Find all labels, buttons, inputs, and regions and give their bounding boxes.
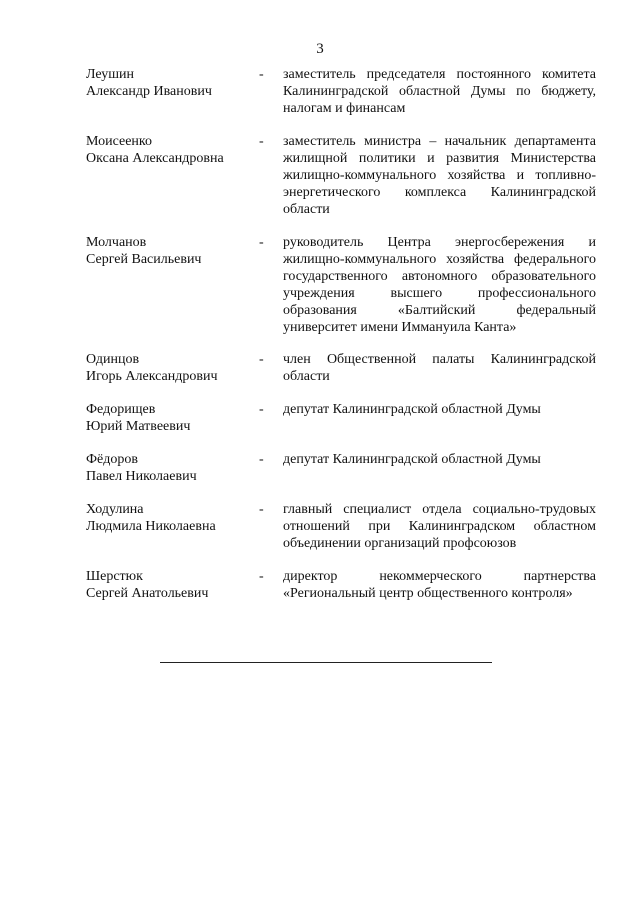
member-surname: Федорищев: [86, 402, 156, 417]
member-surname: Одинцов: [86, 352, 140, 367]
member-name: [86, 451, 256, 485]
member-surname: Молчанов: [86, 235, 147, 250]
member-name: [86, 501, 256, 535]
member-position: [283, 501, 596, 552]
position-line: учреждения высшего профессионального: [283, 286, 596, 301]
position-line: жилищно-коммунального хозяйства и топливно-: [283, 168, 596, 183]
separator-dash: -: [259, 402, 264, 417]
member-given-names: Людмила Николаевна: [86, 519, 216, 534]
member-surname: Моисеенко: [86, 134, 152, 149]
separator-dash: -: [259, 502, 264, 517]
position-line: Калининградской областной Думы по бюджету,: [283, 84, 596, 99]
member-position: [283, 568, 596, 602]
member-name: [86, 66, 256, 100]
member-surname: Ходулина: [86, 502, 144, 517]
separator-dash: -: [259, 134, 264, 149]
position-line: области: [283, 369, 330, 384]
member-position: [283, 351, 596, 385]
separator-dash: -: [259, 569, 264, 584]
position-line: главный специалист отдела социально-трудовых: [283, 502, 596, 517]
member-name: [86, 568, 256, 602]
position-line: образования «Балтийский федеральный: [283, 303, 596, 318]
member-name: [86, 401, 256, 435]
member-surname: Шерстюк: [86, 569, 143, 584]
position-line: жилищно-коммунального хозяйства федерального: [283, 252, 596, 267]
position-line: отношений при Калининградском областном: [283, 519, 596, 534]
member-position: [283, 234, 596, 336]
member-given-names: Оксана Александровна: [86, 151, 224, 166]
member-position: [283, 133, 596, 218]
position-line: директор некоммерческого партнерства: [283, 569, 596, 584]
page-number: 3: [316, 41, 324, 57]
member-given-names: Сергей Васильевич: [86, 252, 202, 267]
member-given-names: Сергей Анатольевич: [86, 586, 209, 601]
member-given-names: Юрий Матвеевич: [86, 419, 191, 434]
position-line: депутат Калининградской областной Думы: [283, 402, 541, 417]
position-line: депутат Калининградской областной Думы: [283, 452, 541, 467]
member-position: [283, 451, 596, 468]
member-surname: Фёдоров: [86, 452, 139, 467]
position-line: жилищной политики и развития Министерства: [283, 151, 596, 166]
member-surname: Леушин: [86, 67, 135, 82]
separator-dash: -: [259, 67, 264, 82]
position-line: энергетического комплекса Калининградской: [283, 185, 596, 200]
position-line: член Общественной палаты Калининградской: [283, 352, 596, 367]
position-line: руководитель Центра энергосбережения и: [283, 235, 596, 250]
member-name: [86, 133, 256, 167]
position-line: государственного автономного образовательного: [283, 269, 596, 284]
member-given-names: Павел Николаевич: [86, 469, 197, 484]
member-given-names: Александр Иванович: [86, 84, 212, 99]
closing-divider-line: [160, 662, 492, 663]
position-line: объединении организаций профсоюзов: [283, 536, 517, 551]
separator-dash: -: [259, 452, 264, 467]
member-position: [283, 401, 596, 418]
position-line: университет имени Иммануила Канта»: [283, 320, 517, 335]
separator-dash: -: [259, 352, 264, 367]
position-line: заместитель министра – начальник департамента: [283, 134, 596, 149]
position-line: заместитель председателя постоянного комитета: [283, 67, 596, 82]
position-line: налогам и финансам: [283, 101, 406, 116]
member-name: [86, 234, 256, 268]
member-position: [283, 66, 596, 117]
position-line: области: [283, 202, 330, 217]
member-given-names: Игорь Александрович: [86, 369, 218, 384]
separator-dash: -: [259, 235, 264, 250]
member-name: [86, 351, 256, 385]
position-line: «Региональный центр общественного контроля»: [283, 586, 573, 601]
